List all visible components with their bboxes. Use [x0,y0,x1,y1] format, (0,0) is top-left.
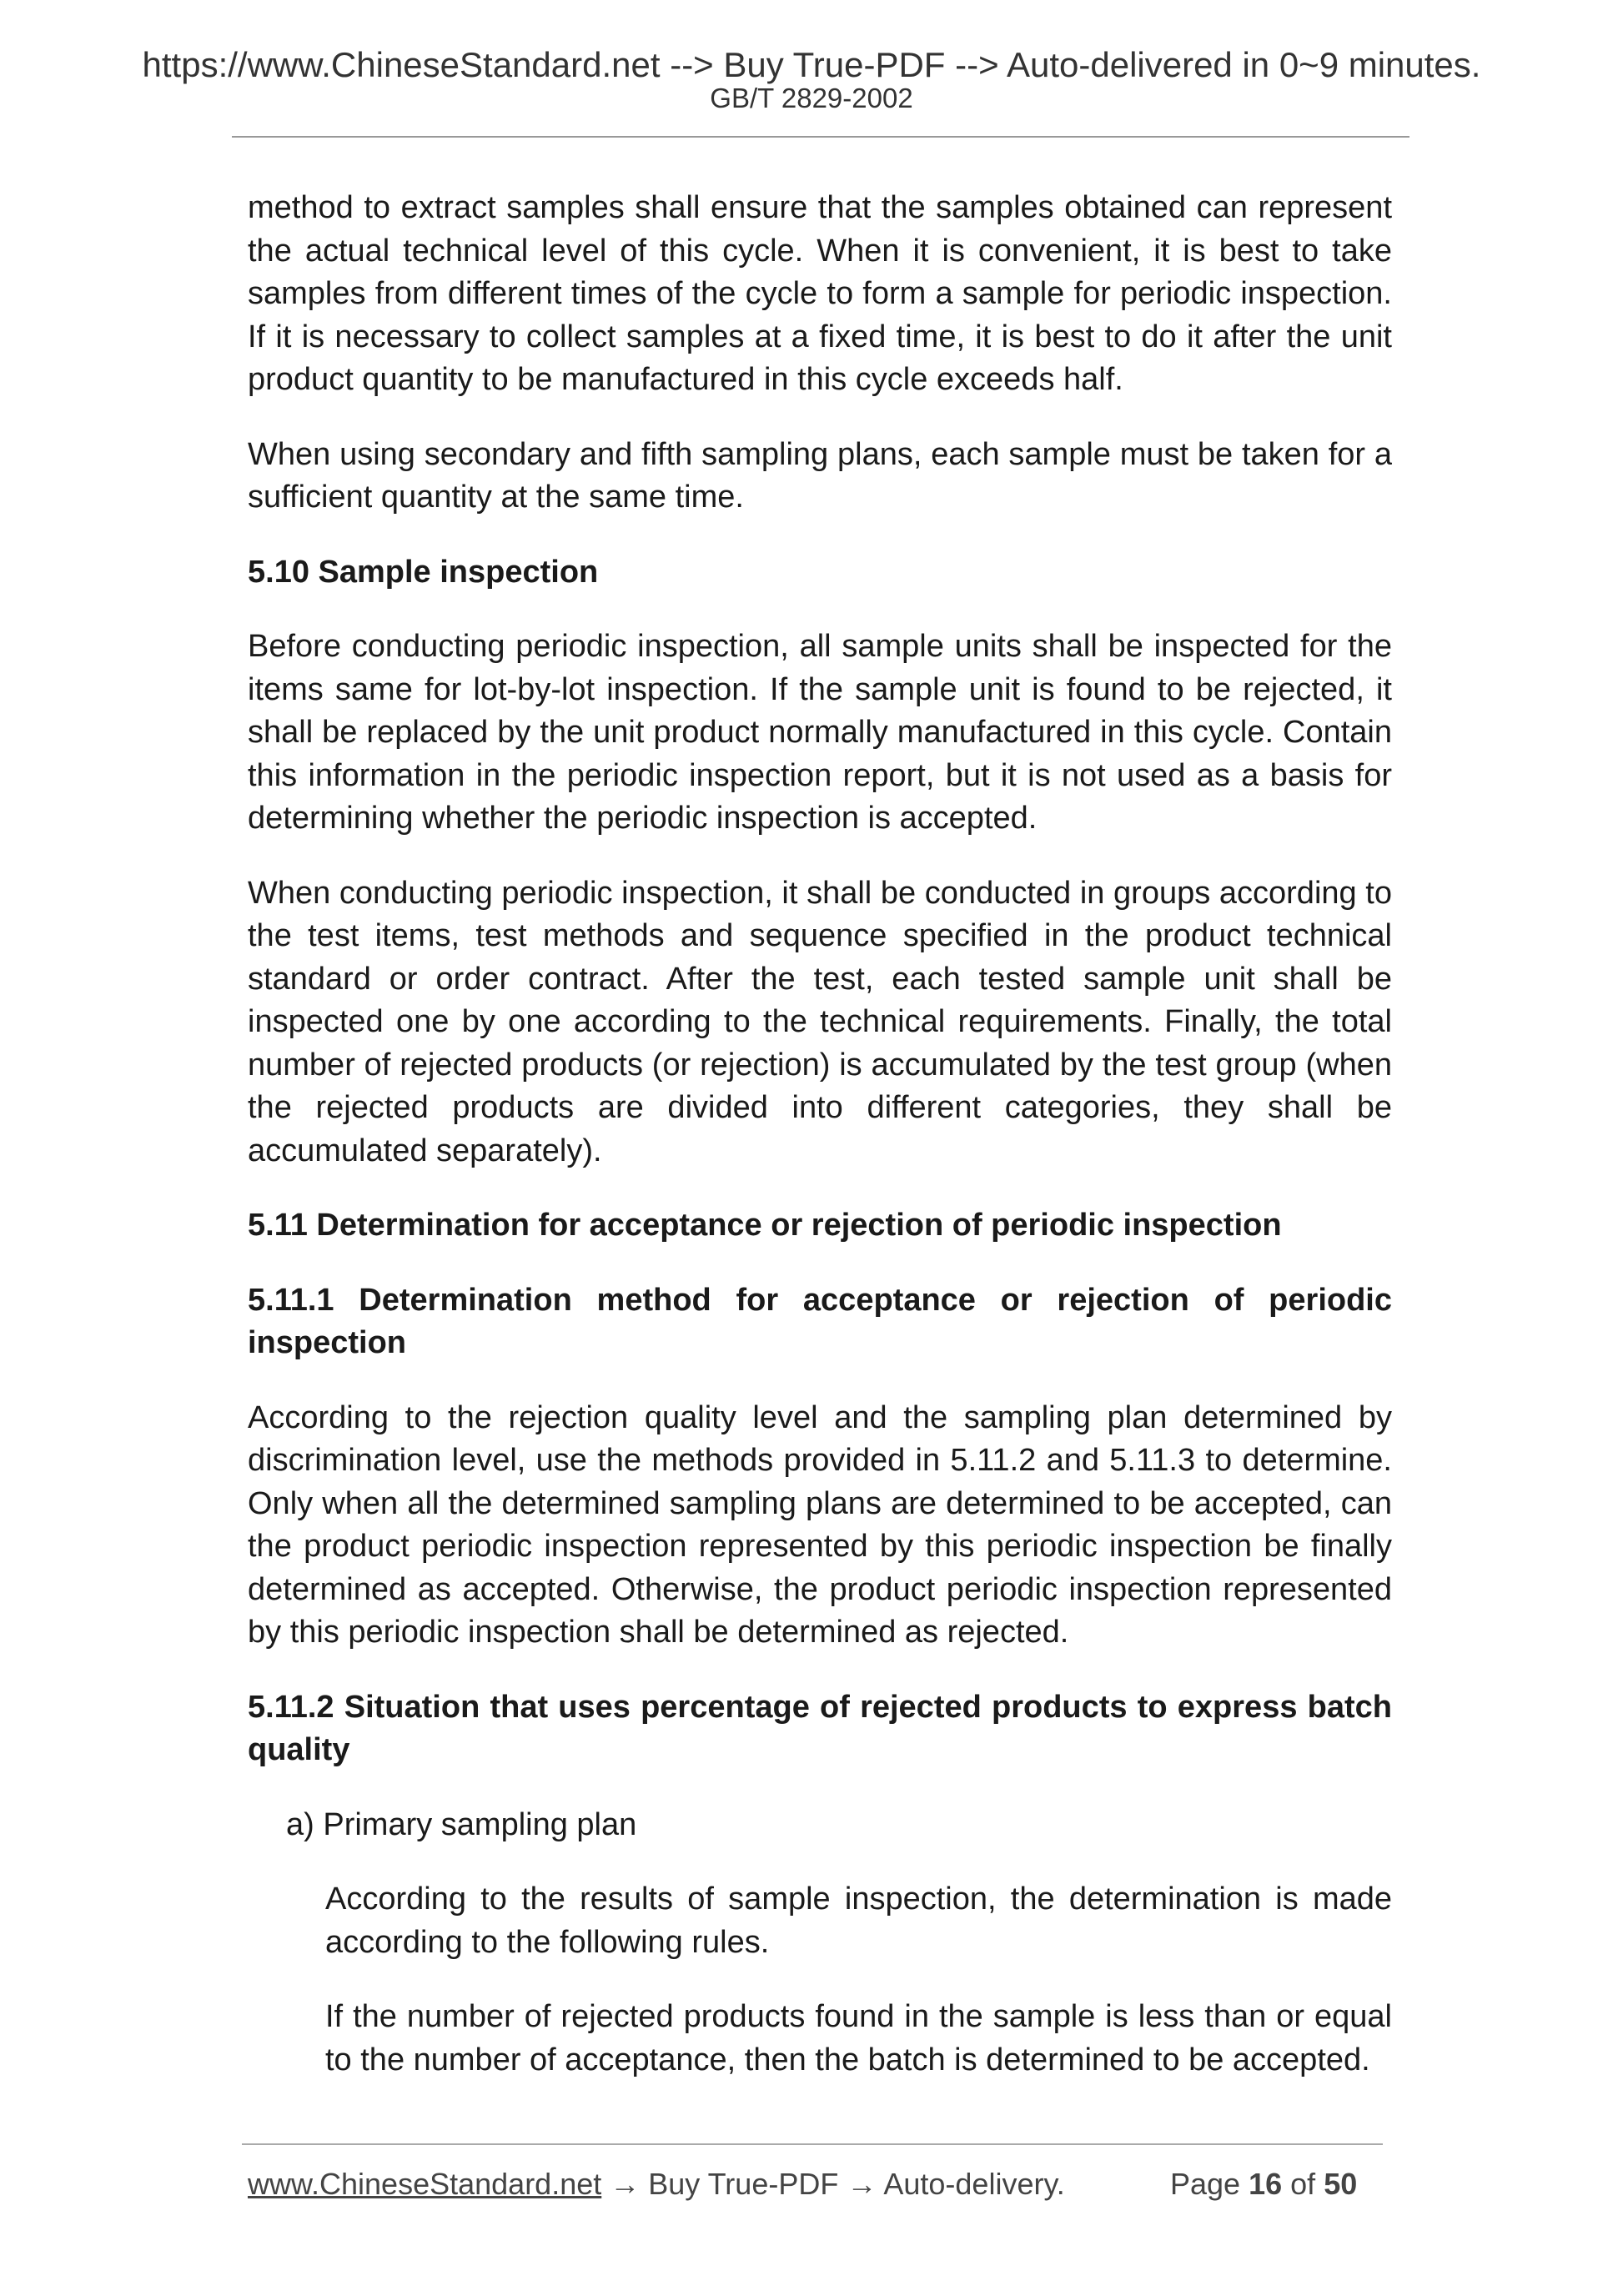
document-body [248,187,1392,2113]
arrow-icon: → [601,2167,649,2201]
list-item-a: a) Primary sampling plan [286,1806,637,1842]
header-divider [232,136,1409,138]
page-number: 16 [1249,2167,1283,2201]
paragraph-conducting-inspection: When conducting periodic inspection, it shall be conducted in groups according to the test items, test methods and sequence specified in the product technical standard or order contract. After the test, each tested sample unit shall be inspected one by one according to the technical requirements. Finally, the total number of rejected products (or rejection) is accumulated by the test group (when the rejected products are divided into different categories, they shall be accumulated separately). [248,875,1392,1168]
page-total: 50 [1324,2167,1358,2201]
section-heading-5-11-1: 5.11.1 Determination method for acceptance or rejection of periodic inspection [248,1282,1392,1360]
footer-divider [242,2143,1383,2145]
paragraph-determination-method: According to the rejection quality level and the sampling plan determined by discrimination level, use the methods provided in 5.11.2 and 5.11.3 to determine. Only when all the determined sampling plans are determined to be accepted, can the product periodic inspection represented by this periodic inspection be finally determined as accepted. Otherwise, the product periodic inspection represented by this periodic inspection shall be determined as rejected. [248,1399,1392,1650]
page-label: Page [1170,2167,1241,2201]
of-label: of [1290,2167,1316,2201]
arrow-icon: → [838,2167,884,2201]
paragraph-determination-rules: According to the results of sample inspection, the determination is made according to the following rules. [325,1882,1392,1960]
footer-delivery-text: Auto-delivery. [883,2167,1065,2201]
header-url-line: https://www.ChineseStandard.net --> Buy True-PDF --> Auto-delivered in 0~9 minutes. [142,45,1481,84]
paragraph-secondary-plans: When using secondary and fifth sampling plans, each sample must be taken for a sufficient quantity at the same time. [248,436,1392,515]
standard-number: GB/T 2829-2002 [710,83,913,113]
footer-buy-text: Buy True-PDF [648,2167,839,2201]
section-heading-5-10: 5.10 Sample inspection [248,554,599,590]
page-indicator [1170,2166,1357,2203]
paragraph-acceptance-rule: If the number of rejected products found in the sample is less than or equal to the number of acceptance, then the batch is determined to be accepted. [325,1999,1392,2077]
paragraph-sampling-method: method to extract samples shall ensure that the samples obtained can represent the actual technical level of this cycle. When it is convenient, it is best to take samples from different times of the cycle to form a sample for periodic inspection. If it is necessary to collect samples at a fixed time, it is best to do it after the unit product quantity to be manufactured in this cycle exceeds half. [248,190,1392,397]
footer-links [248,2166,1065,2203]
footer-site-link[interactable]: www.ChineseStandard.net [248,2167,602,2201]
section-heading-5-11: 5.11 Determination for acceptance or rejection of periodic inspection [248,1208,1282,1243]
section-heading-5-11-2: 5.11.2 Situation that uses percentage of rejected products to express batch quality [248,1689,1392,1767]
paragraph-before-inspection: Before conducting periodic inspection, all sample units shall be inspected for the items same for lot-by-lot inspection. If the sample unit is found to be rejected, it shall be replaced by the unit product normally manufactured in this cycle. Contain this information in the periodic inspection report, but it is not used as a basis for determining whether the periodic inspection is accepted. [248,629,1392,836]
